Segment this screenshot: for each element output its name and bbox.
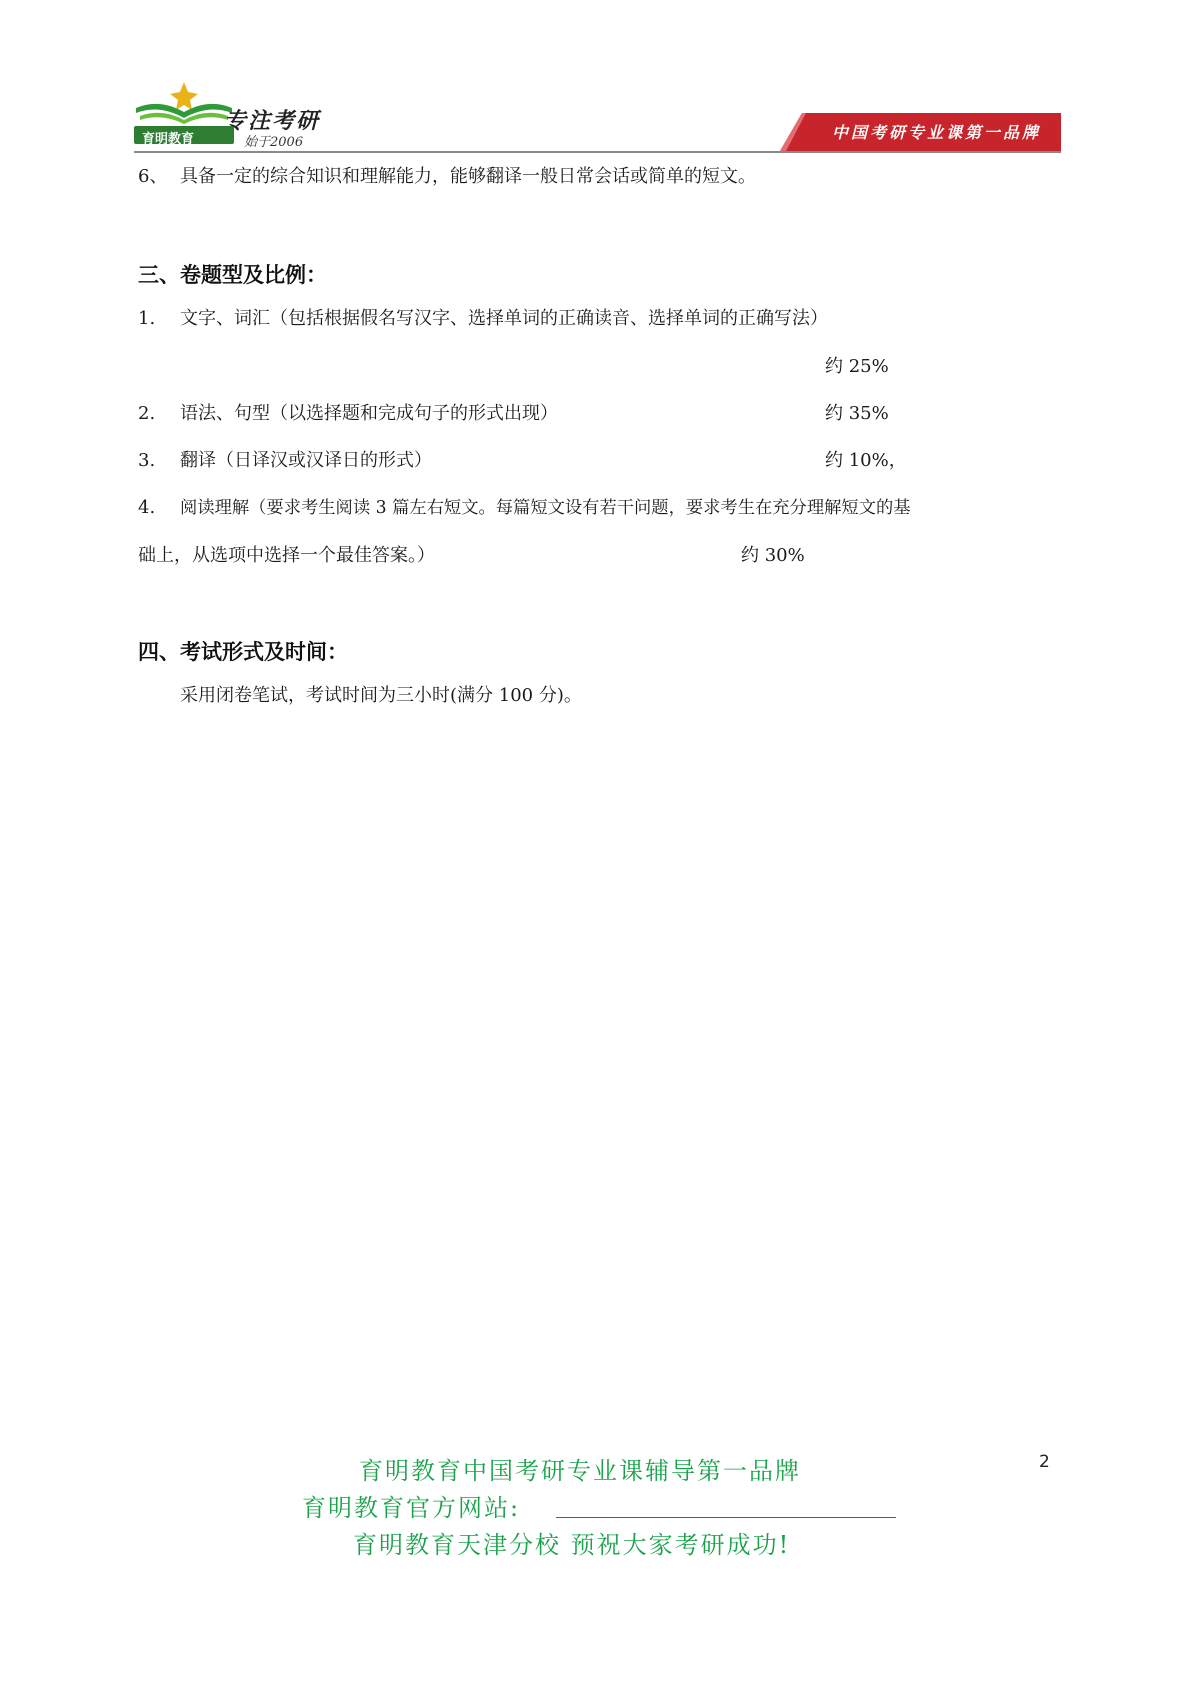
item-6-text: 具备一定的综合知识和理解能力，能够翻译一般日常会话或简单的短文。	[180, 166, 756, 187]
item-percent: 约 35%	[825, 403, 889, 424]
item-6-number: 6、	[138, 166, 168, 187]
item-text: 文字、词汇（包括根据假名写汉字、选择单词的正确读音、选择单词的正确写法）	[180, 308, 828, 329]
header-slogan: 专注考研	[224, 108, 321, 134]
section4-heading: 四、考试形式及时间：	[138, 640, 348, 664]
item-text: 阅读理解（要求考生阅读 3 篇左右短文。每篇短文设有若干问题，要求考生在充分理解短文的基	[180, 498, 911, 518]
item-text-continued: 础上，从选项中选择一个最佳答案。）	[138, 545, 435, 566]
section3-heading: 三、卷题型及比例：	[138, 263, 327, 287]
item-percent: 约 30%	[741, 545, 805, 566]
brand-banner-text: 中国考研专业课第一品牌	[832, 123, 1042, 142]
header-rule	[134, 151, 1061, 153]
item-percent: 约 25%	[825, 356, 889, 377]
item-percent: 约 10%，	[825, 450, 907, 471]
footer-website-label: 育明教育官方网站:	[302, 1494, 521, 1522]
logo-text: 育明教育	[142, 132, 195, 147]
header-since: 始于2006	[244, 135, 304, 150]
footer-wish: 育明教育天津分校 预祝大家考研成功!	[353, 1531, 791, 1559]
section4-text: 采用闭卷笔试，考试时间为三小时(满分 100 分)。	[180, 685, 582, 706]
footer-slogan: 育明教育中国考研专业课辅导第一品牌	[359, 1457, 801, 1485]
item-text: 语法、句型（以选择题和完成句子的形式出现）	[180, 403, 558, 424]
item-number: 3.	[138, 450, 156, 471]
item-number: 4.	[138, 497, 156, 518]
item-number: 1.	[138, 308, 156, 329]
footer-website-link[interactable]	[556, 1517, 896, 1518]
item-text: 翻译（日译汉或汉译日的形式）	[180, 450, 432, 471]
page-header	[0, 0, 1191, 160]
page-number: 2	[1039, 1452, 1050, 1472]
item-number: 2.	[138, 403, 156, 424]
